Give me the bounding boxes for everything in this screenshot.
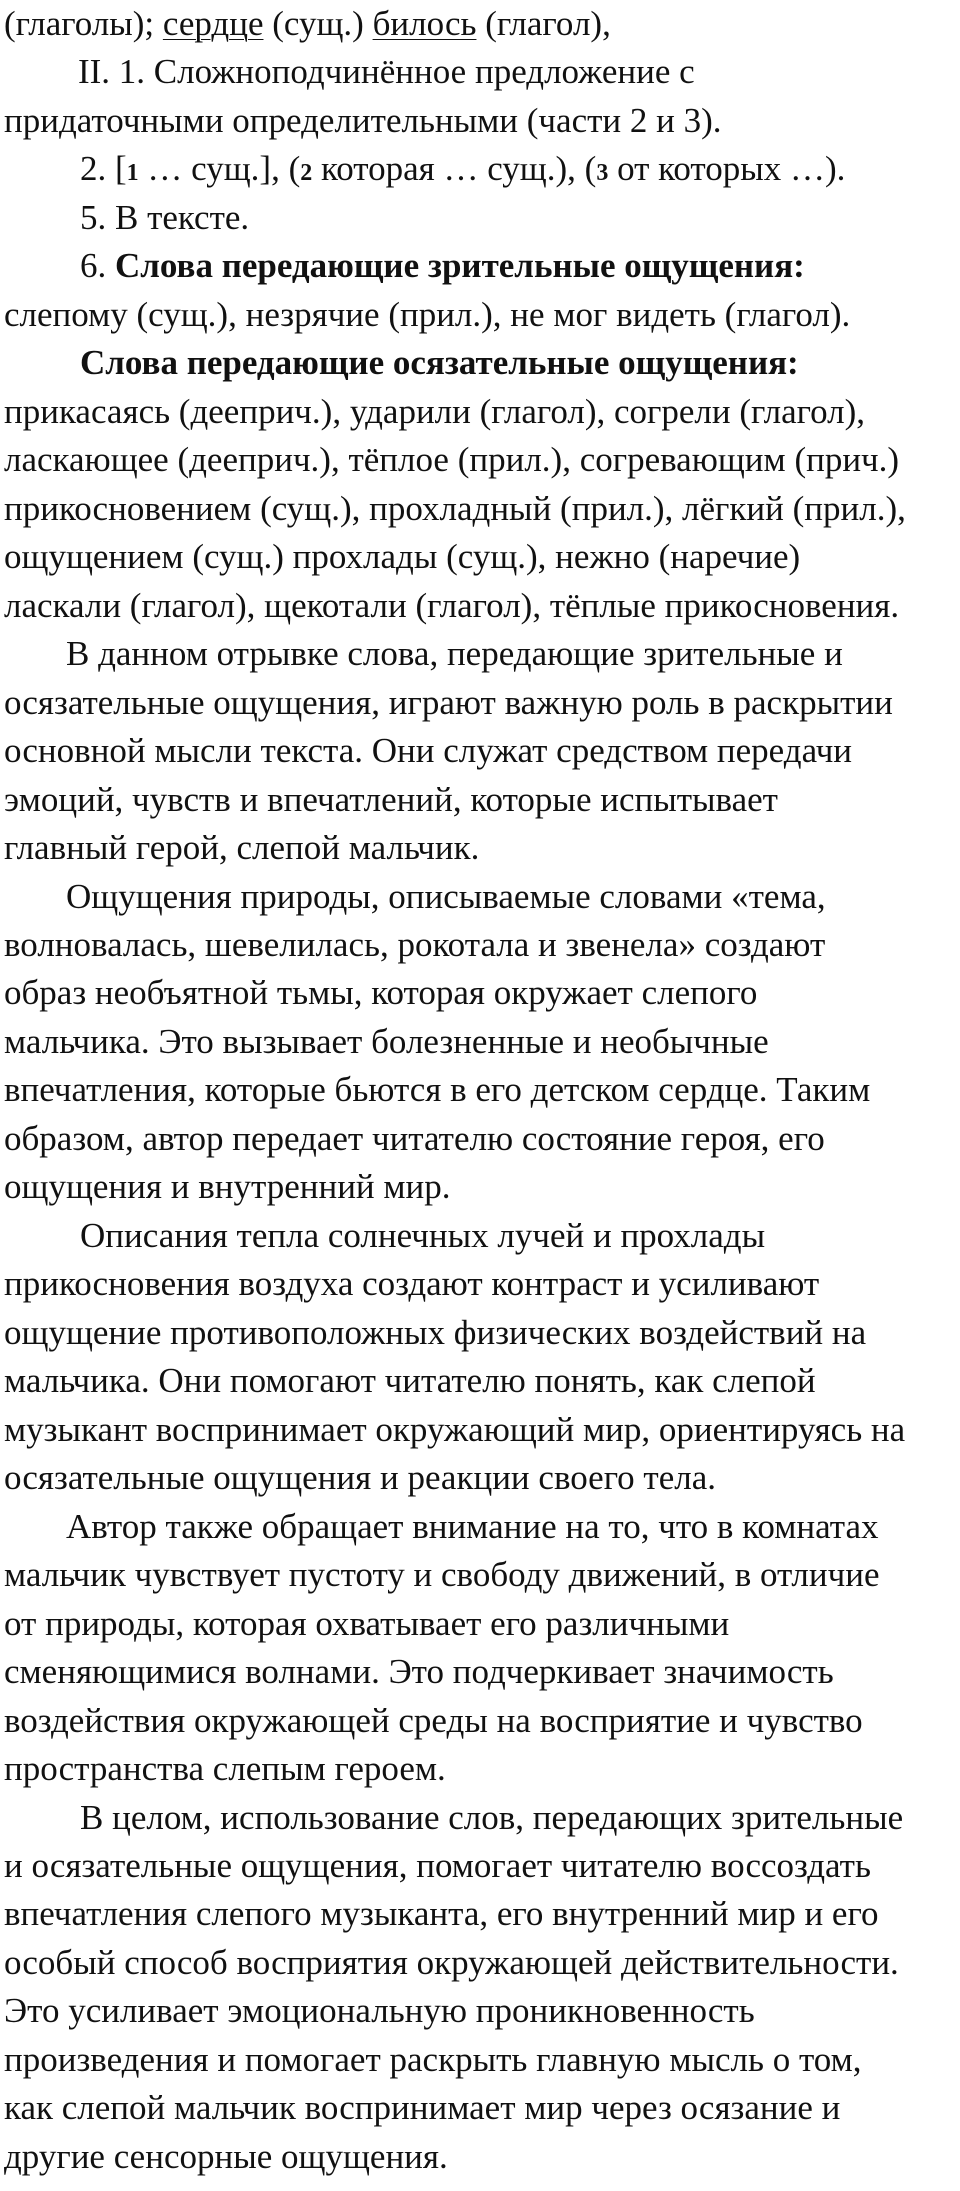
text-fragment: от которых …). bbox=[608, 149, 846, 188]
paragraph-line: впечатления, которые бьются в его детском сердце. Таким bbox=[4, 1070, 871, 1109]
paragraph-line: музыкант воспринимает окружающий мир, ориентируясь на bbox=[4, 1410, 906, 1449]
paragraph-line: эмоций, чувств и впечатлений, которые испытывает bbox=[4, 780, 778, 819]
paragraph-line: другие сенсорные ощущения. bbox=[4, 2137, 448, 2176]
clause-number: 1 bbox=[126, 160, 139, 186]
paragraph-line: В данном отрывке слова, передающие зрительные и bbox=[66, 634, 843, 673]
section-2-item-1-continuation: придаточными определительными (части 2 и 3). bbox=[4, 101, 722, 140]
tactile-words-line: прикосновением (сущ.), прохладный (прил.), лёгкий (прил.), bbox=[4, 489, 906, 528]
tactile-heading-text: Слова передающие осязательные ощущения: bbox=[80, 343, 799, 382]
tactile-words-heading bbox=[80, 339, 799, 387]
paragraph-line: мальчика. Это вызывает болезненные и необычные bbox=[4, 1022, 769, 1061]
section-2-item-6 bbox=[80, 242, 805, 290]
paragraph-line: воздействия окружающей среды на восприятие и чувство bbox=[4, 1701, 863, 1740]
paragraph-line: осязательные ощущения, играют важную роль в раскрытии bbox=[4, 683, 893, 722]
paragraph-line: осязательные ощущения и реакции своего тела. bbox=[4, 1458, 717, 1497]
paragraph-line: особый способ восприятия окружающей действительности. bbox=[4, 1943, 899, 1982]
paragraph-line: образом, автор передает читателю состояние героя, его bbox=[4, 1119, 825, 1158]
underlined-word: сердце bbox=[162, 4, 264, 43]
item-number: 6. bbox=[80, 246, 115, 285]
text-fragment: (сущ.) bbox=[263, 4, 373, 43]
paragraph-line: ощущения и внутренний мир. bbox=[4, 1167, 451, 1206]
paragraph-line: прикосновения воздуха создают контраст и усиливают bbox=[4, 1264, 820, 1303]
section-2-item-5: 5. В тексте. bbox=[80, 198, 250, 237]
clause-number: 3 bbox=[596, 160, 609, 186]
text-fragment: … сущ.], ( bbox=[138, 149, 301, 188]
paragraph-line: мальчик чувствует пустоту и свободу движений, в отличие bbox=[4, 1555, 880, 1594]
paragraph-line: пространства слепым героем. bbox=[4, 1749, 446, 1788]
text-fragment: которая … сущ.), ( bbox=[312, 149, 597, 188]
paragraph-line: и осязательные ощущения, помогает читателю воссоздать bbox=[4, 1846, 871, 1885]
tactile-words-line: прикасаясь (дееприч.), ударили (глагол), согрели (глагол), bbox=[4, 392, 866, 431]
paragraph-line: волновалась, шевелилась, рокотала и звенела» создают bbox=[4, 925, 826, 964]
section-2-item-1: II. 1. Сложноподчинённое предложение с bbox=[78, 52, 695, 91]
tactile-words-line: ощущением (сущ.) прохлады (сущ.), нежно (наречие) bbox=[4, 537, 801, 576]
tactile-words-line: ласкали (глагол), щекотали (глагол), тёплые прикосновения. bbox=[4, 586, 900, 625]
text-fragment: (глаголы); bbox=[4, 4, 163, 43]
visual-words-heading: Слова передающие зрительные ощущения: bbox=[115, 246, 805, 285]
paragraph-line: основной мысли текста. Они служат средством передачи bbox=[4, 731, 853, 770]
section-2-item-2 bbox=[80, 145, 845, 193]
paragraph-line: мальчика. Они помогают читателю понять, как слепой bbox=[4, 1361, 816, 1400]
visual-words-list: слепому (сущ.), незрячие (прил.), не мог видеть (глагол). bbox=[4, 295, 851, 334]
tactile-words-line: ласкающее (дееприч.), тёплое (прил.), согревающим (прич.) bbox=[4, 440, 900, 479]
paragraph-line: впечатления слепого музыканта, его внутренний мир и его bbox=[4, 1894, 879, 1933]
text-fragment: 2. [ bbox=[80, 149, 127, 188]
paragraph-line: произведения и помогает раскрыть главную мысль о том, bbox=[4, 2040, 862, 2079]
clause-number: 2 bbox=[300, 160, 313, 186]
paragraph-line: В целом, использование слов, передающих зрительные bbox=[80, 1798, 904, 1837]
paragraph-line: главный герой, слепой мальчик. bbox=[4, 828, 480, 867]
paragraph-line: Описания тепла солнечных лучей и прохлады bbox=[80, 1216, 766, 1255]
paragraph-line: образ необъятной тьмы, которая окружает слепого bbox=[4, 973, 758, 1012]
intro-line bbox=[4, 0, 611, 48]
paragraph-line: Ощущения природы, описываемые словами «тема, bbox=[66, 877, 826, 916]
paragraph-line: Это усиливает эмоциональную проникновенность bbox=[4, 1991, 755, 2030]
paragraph-line: Автор также обращает внимание на то, что в комнатах bbox=[66, 1507, 879, 1546]
paragraph-line: от природы, которая охватывает его различными bbox=[4, 1604, 730, 1643]
underlined-word: билось bbox=[372, 4, 477, 43]
paragraph-line: сменяющимися волнами. Это подчеркивает значимость bbox=[4, 1652, 834, 1691]
paragraph-line: как слепой мальчик воспринимает мир через осязание и bbox=[4, 2088, 841, 2127]
text-fragment: (глагол), bbox=[476, 4, 611, 43]
paragraph-line: ощущение противоположных физических воздействий на bbox=[4, 1313, 867, 1352]
